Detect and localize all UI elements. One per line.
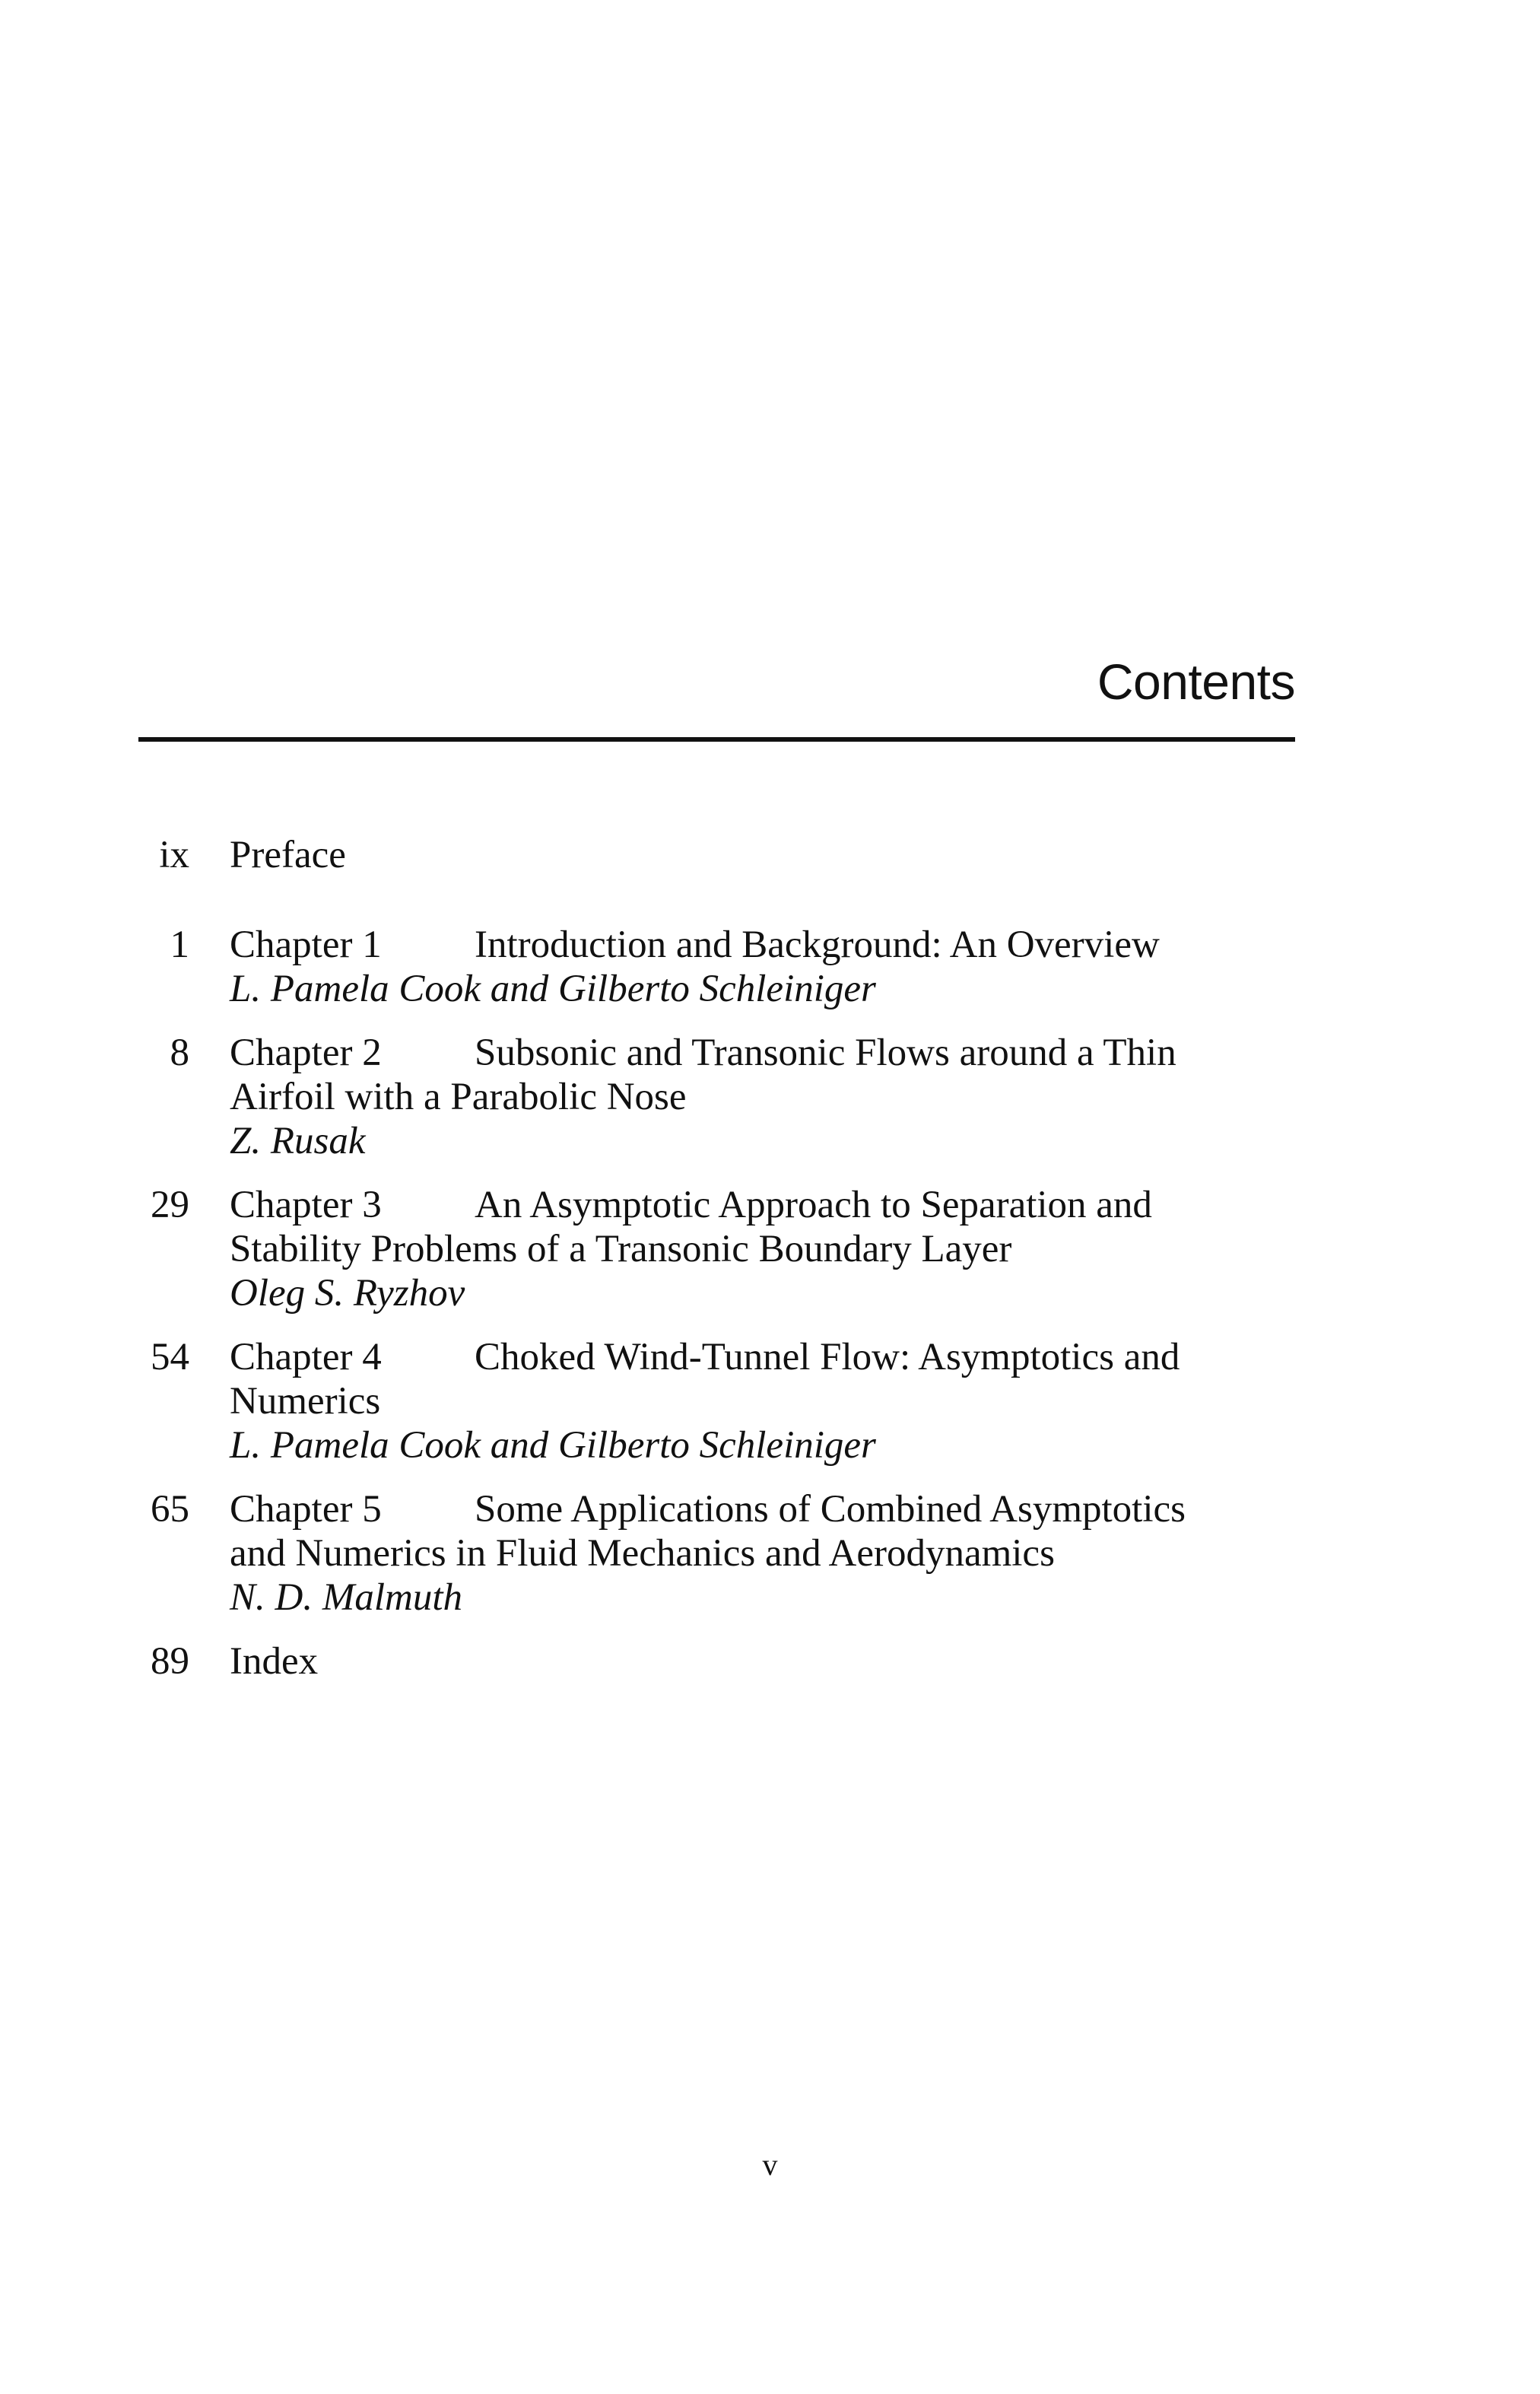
toc-chapter-title: Some Applications of Combined Asymptotics xyxy=(475,1488,1186,1531)
toc-entry-body xyxy=(230,1639,1294,1683)
toc-chapter-label: Chapter 5 xyxy=(230,1488,382,1531)
toc-chapter-author: L. Pamela Cook and Gilberto Schleiniger xyxy=(230,968,876,1010)
title-rule xyxy=(138,737,1295,742)
toc-chapter-title-continued: Airfoil with a Parabolic Nose xyxy=(230,1076,687,1118)
toc-page-number: 54 xyxy=(151,1336,189,1378)
page-title: Contents xyxy=(1097,653,1295,710)
toc-chapter-title-continued: Numerics xyxy=(230,1380,381,1423)
toc-entry-label: Index xyxy=(230,1640,319,1683)
toc-chapter-label: Chapter 4 xyxy=(230,1336,382,1378)
toc-chapter-label: Chapter 2 xyxy=(230,1032,382,1074)
toc-chapter-title: Subsonic and Transonic Flows around a Thin xyxy=(475,1032,1176,1074)
toc-chapter-title-continued: Stability Problems of a Transonic Boundary Layer xyxy=(230,1228,1012,1270)
toc-chapter-title: Introduction and Background: An Overview xyxy=(475,924,1160,966)
toc-chapter-title: An Asymptotic Approach to Separation and xyxy=(475,1184,1152,1226)
toc-page-number: 29 xyxy=(151,1184,189,1226)
toc-page-number: 1 xyxy=(170,924,189,966)
toc-entry-body xyxy=(230,1183,1294,1315)
toc-entry-title-line xyxy=(230,1487,1294,1531)
toc-entry-body xyxy=(230,1335,1294,1467)
toc-page-number: 65 xyxy=(151,1488,189,1531)
toc-chapter-author: Oleg S. Ryzhov xyxy=(230,1272,465,1315)
toc-entry-title-line xyxy=(230,923,1294,967)
toc-entry-body xyxy=(230,833,1294,877)
toc-chapter-label: Chapter 3 xyxy=(230,1184,382,1226)
page-folio: v xyxy=(762,2148,778,2182)
toc-entry-body xyxy=(230,1031,1294,1163)
toc-chapter-title: Choked Wind-Tunnel Flow: Asymptotics and xyxy=(475,1336,1180,1378)
toc-chapter-title-continued: and Numerics in Fluid Mechanics and Aerodynamics xyxy=(230,1532,1055,1575)
toc-entry-body xyxy=(230,923,1294,1011)
toc-entry-body xyxy=(230,1487,1294,1620)
toc-entry-label: Preface xyxy=(230,834,346,876)
toc-entry-title-line xyxy=(230,1335,1294,1379)
toc-chapter-author: N. D. Malmuth xyxy=(230,1576,462,1619)
toc-page-number: 8 xyxy=(170,1032,189,1074)
toc-page-number: 89 xyxy=(151,1640,189,1683)
toc-page-number: ix xyxy=(159,834,189,876)
toc-chapter-author: L. Pamela Cook and Gilberto Schleiniger xyxy=(230,1424,876,1467)
toc-chapter-label: Chapter 1 xyxy=(230,924,382,966)
toc-chapter-author: Z. Rusak xyxy=(230,1120,366,1162)
toc-entry-title-line xyxy=(230,1031,1294,1075)
toc-entry-title-line xyxy=(230,1183,1294,1227)
